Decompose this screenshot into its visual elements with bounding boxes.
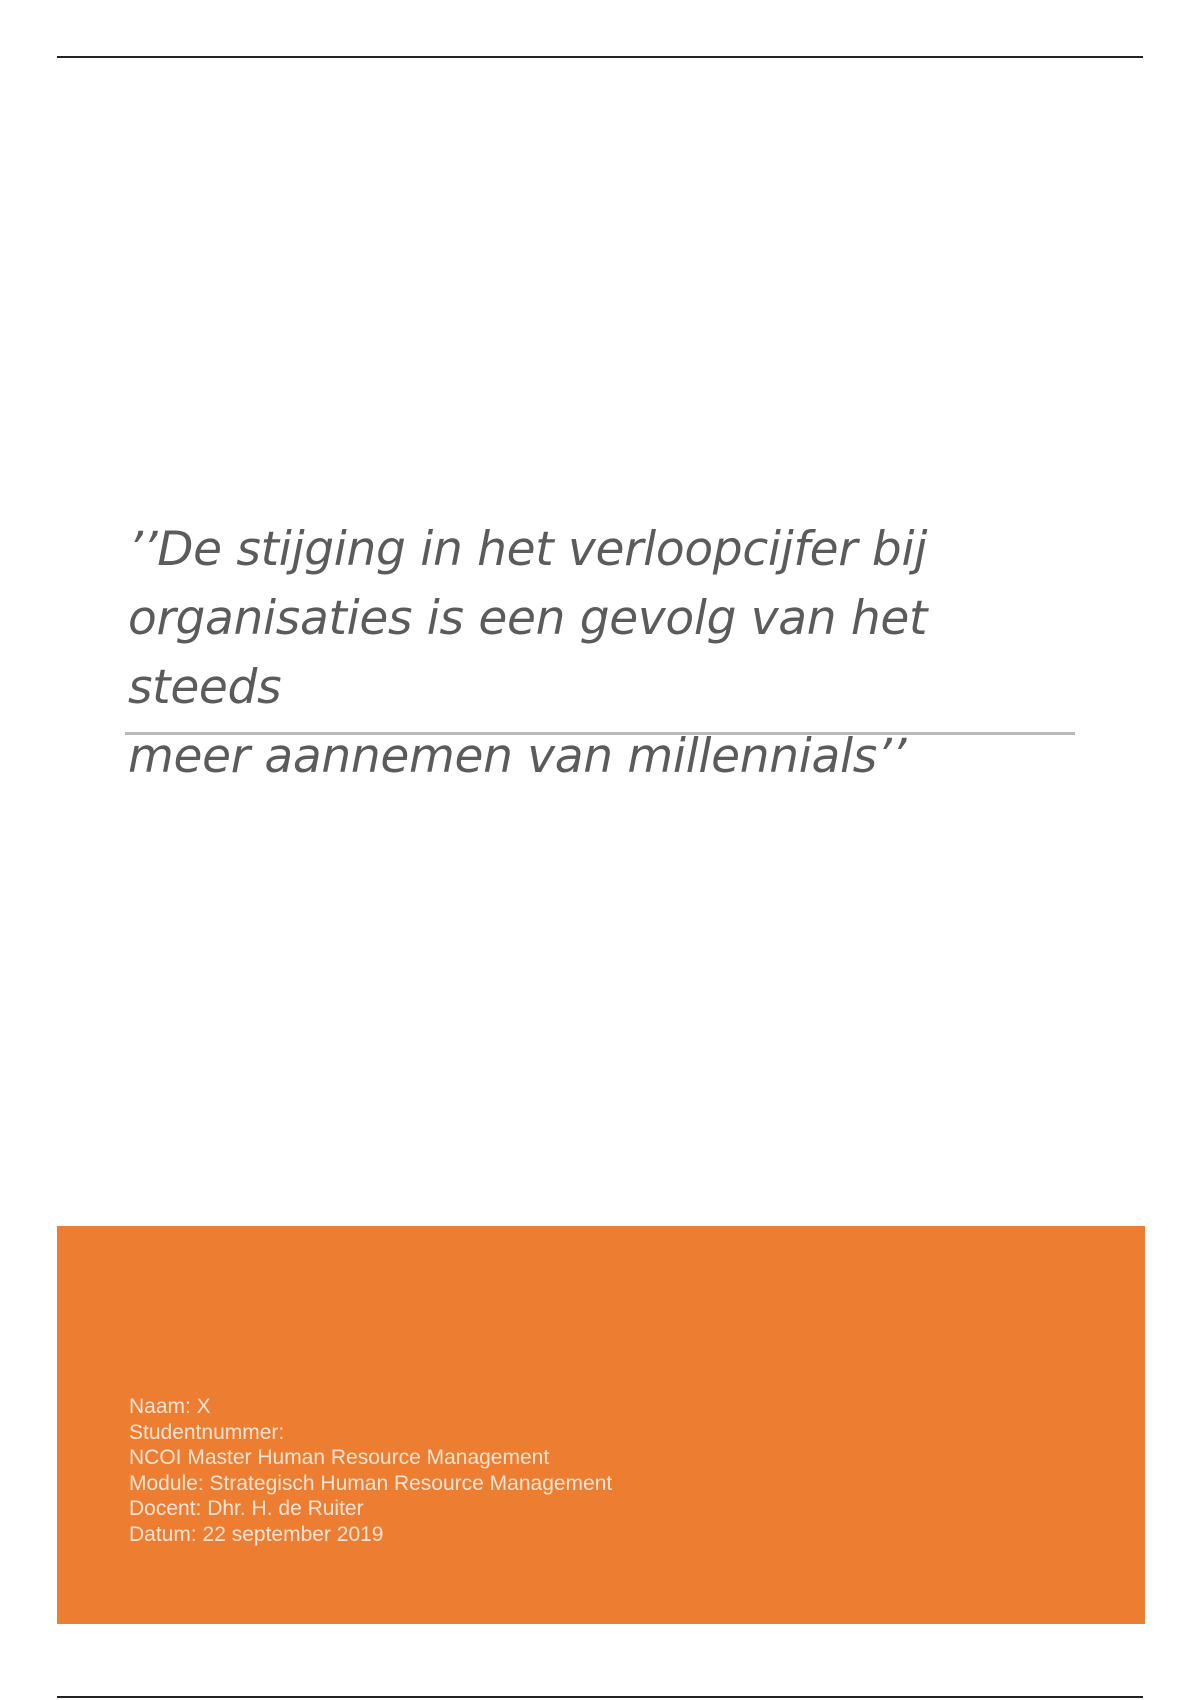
detail-student-number: Studentnummer: (129, 1420, 285, 1444)
title-line-2: organisaties is een gevolg van het steeds (128, 591, 928, 715)
cover-title (128, 515, 1078, 791)
top-divider (57, 56, 1143, 58)
bottom-divider (57, 1696, 1143, 1698)
detail-teacher: Docent: Dhr. H. de Ruiter (129, 1497, 364, 1520)
detail-name: Naam: X (129, 1395, 211, 1418)
details-list (129, 1394, 612, 1547)
detail-module: Module: Strategisch Human Resource Management (129, 1471, 613, 1495)
details-panel (57, 1226, 1145, 1624)
title-line-1: ’’De stijging in het verloopcijfer bij (128, 522, 927, 577)
detail-date: Datum: 22 september 2019 (129, 1522, 384, 1546)
detail-program: NCOI Master Human Resource Management (129, 1446, 550, 1469)
cover-title-text (128, 515, 1078, 791)
title-line-3: meer aannemen van millennials’’ (128, 729, 907, 784)
title-underline (125, 732, 1075, 735)
